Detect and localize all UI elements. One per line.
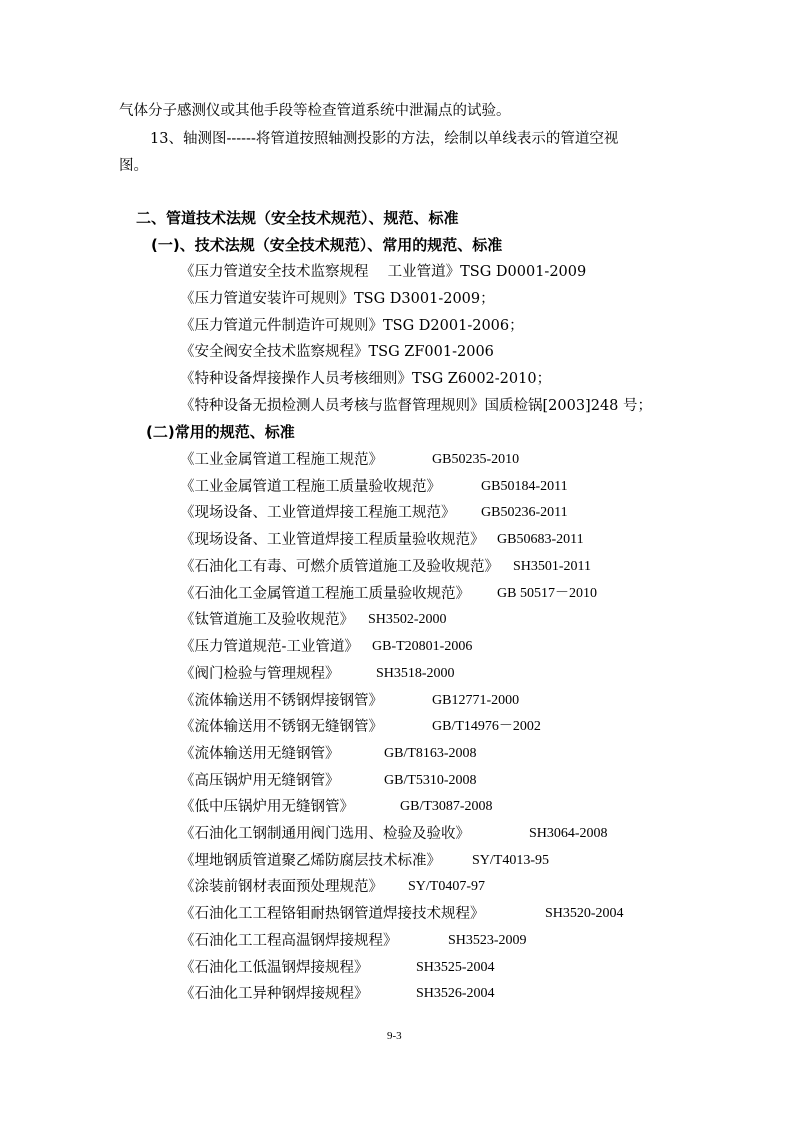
- subsection-heading-2: (二)常用的规范、标准: [146, 423, 295, 441]
- list-item-name: 《石油化工异种钢焊接规程》: [180, 986, 369, 1002]
- page-number: 9-3: [387, 1030, 402, 1042]
- list-item-name: 《涂装前钢材表面预处理规范》: [180, 879, 383, 895]
- list-item: 《特种设备焊接操作人员考核细则》TSG Z6002-2010；: [180, 371, 552, 387]
- list-item-code: SH3501-2011: [513, 559, 592, 574]
- list-item: 《压力管道元件制造许可规则》TSG D2001-2006；: [180, 318, 524, 334]
- list-item-name: 《石油化工有毒、可燃介质管道施工及验收规范》: [180, 559, 499, 575]
- list-item-code: GB50236-2011: [481, 505, 568, 520]
- list-item-name: 《流体输送用不锈钢无缝钢管》: [180, 719, 383, 735]
- list-item-code: SH3064-2008: [529, 826, 608, 841]
- section-heading: 二、管道技术法规（安全技术规范）、规范、标准: [136, 209, 459, 227]
- list-item-name: 《埋地钢质管道聚乙烯防腐层技术标准》: [180, 853, 441, 869]
- list-item-code: SH3520-2004: [545, 906, 624, 921]
- list-item-name: 《高压锅炉用无缝钢管》: [180, 773, 340, 789]
- list-item: 《安全阀安全技术监察规程》TSG ZF001-2006: [180, 344, 494, 360]
- list-item-name: 《低中压锅炉用无缝钢管》: [180, 799, 354, 815]
- list-item-name: 《工业金属管道工程施工规范》: [180, 452, 383, 468]
- list-item-code: SY/T4013-95: [472, 853, 549, 868]
- list-item-name: 《钛管道施工及验收规范》: [180, 612, 354, 628]
- list-item-code: GB-T20801-2006: [372, 639, 473, 654]
- list-item-name: 《工业金属管道工程施工质量验收规范》: [180, 479, 441, 495]
- list-item-code: GB 50517－2010: [497, 586, 597, 601]
- list-item-code: GB/T3087-2008: [400, 799, 493, 814]
- list-item-name: 《压力管道规范-工业管道》: [180, 639, 359, 655]
- list-item-code: SH3526-2004: [416, 986, 495, 1001]
- list-item-name: 《石油化工钢制通用阀门选用、检验及验收》: [180, 826, 470, 842]
- list-item-name: 《流体输送用不锈钢焊接钢管》: [180, 693, 383, 709]
- list-item-code: SH3523-2009: [448, 933, 527, 948]
- list-item-name: 《石油化工工程铬钼耐热钢管道焊接技术规程》: [180, 906, 485, 922]
- paragraph-item-13: 13、轴测图------将管道按照轴测投影的方法，绘制以单线表示的管道空视: [150, 131, 619, 147]
- list-item: 《压力管道安装许可规则》TSG D3001-2009；: [180, 291, 495, 307]
- paragraph-continuation: 气体分子感测仪或其他手段等检查管道系统中泄漏点的试验。: [119, 103, 511, 119]
- list-item-code: SY/T0407-97: [408, 879, 485, 894]
- list-item: 《特种设备无损检测人员考核与监督管理规则》国质检锅[2003]248 号；: [180, 398, 652, 414]
- list-item-name: 《石油化工工程高温钢焊接规程》: [180, 933, 398, 949]
- list-item-code: GB/T5310-2008: [384, 773, 477, 788]
- list-item-code: SH3502-2000: [368, 612, 447, 627]
- list-item-code: GB50235-2010: [432, 452, 520, 467]
- list-item-name: 《现场设备、工业管道焊接工程质量验收规范》: [180, 532, 485, 548]
- list-item: 《压力管道安全技术监察规程 工业管道》TSG D0001-2009: [180, 264, 587, 280]
- list-item-name: 《石油化工金属管道工程施工质量验收规范》: [180, 586, 470, 602]
- list-item-name: 《石油化工低温钢焊接规程》: [180, 960, 369, 976]
- list-item-code: GB12771-2000: [432, 693, 520, 708]
- list-item-code: GB50683-2011: [497, 532, 584, 547]
- list-item-name: 《现场设备、工业管道焊接工程施工规范》: [180, 505, 456, 521]
- list-item-code: GB/T14976－2002: [432, 719, 541, 734]
- paragraph-item-13-end: 图。: [119, 158, 148, 174]
- list-item-name: 《流体输送用无缝钢管》: [180, 746, 340, 762]
- list-item-code: SH3518-2000: [376, 666, 455, 681]
- subsection-heading-1: (一)、技术法规（安全技术规范）、常用的规范、标准: [151, 236, 503, 254]
- list-item-code: GB/T8163-2008: [384, 746, 477, 761]
- list-item-code: SH3525-2004: [416, 960, 495, 975]
- list-item-code: GB50184-2011: [481, 479, 568, 494]
- list-item-name: 《阀门检验与管理规程》: [180, 666, 340, 682]
